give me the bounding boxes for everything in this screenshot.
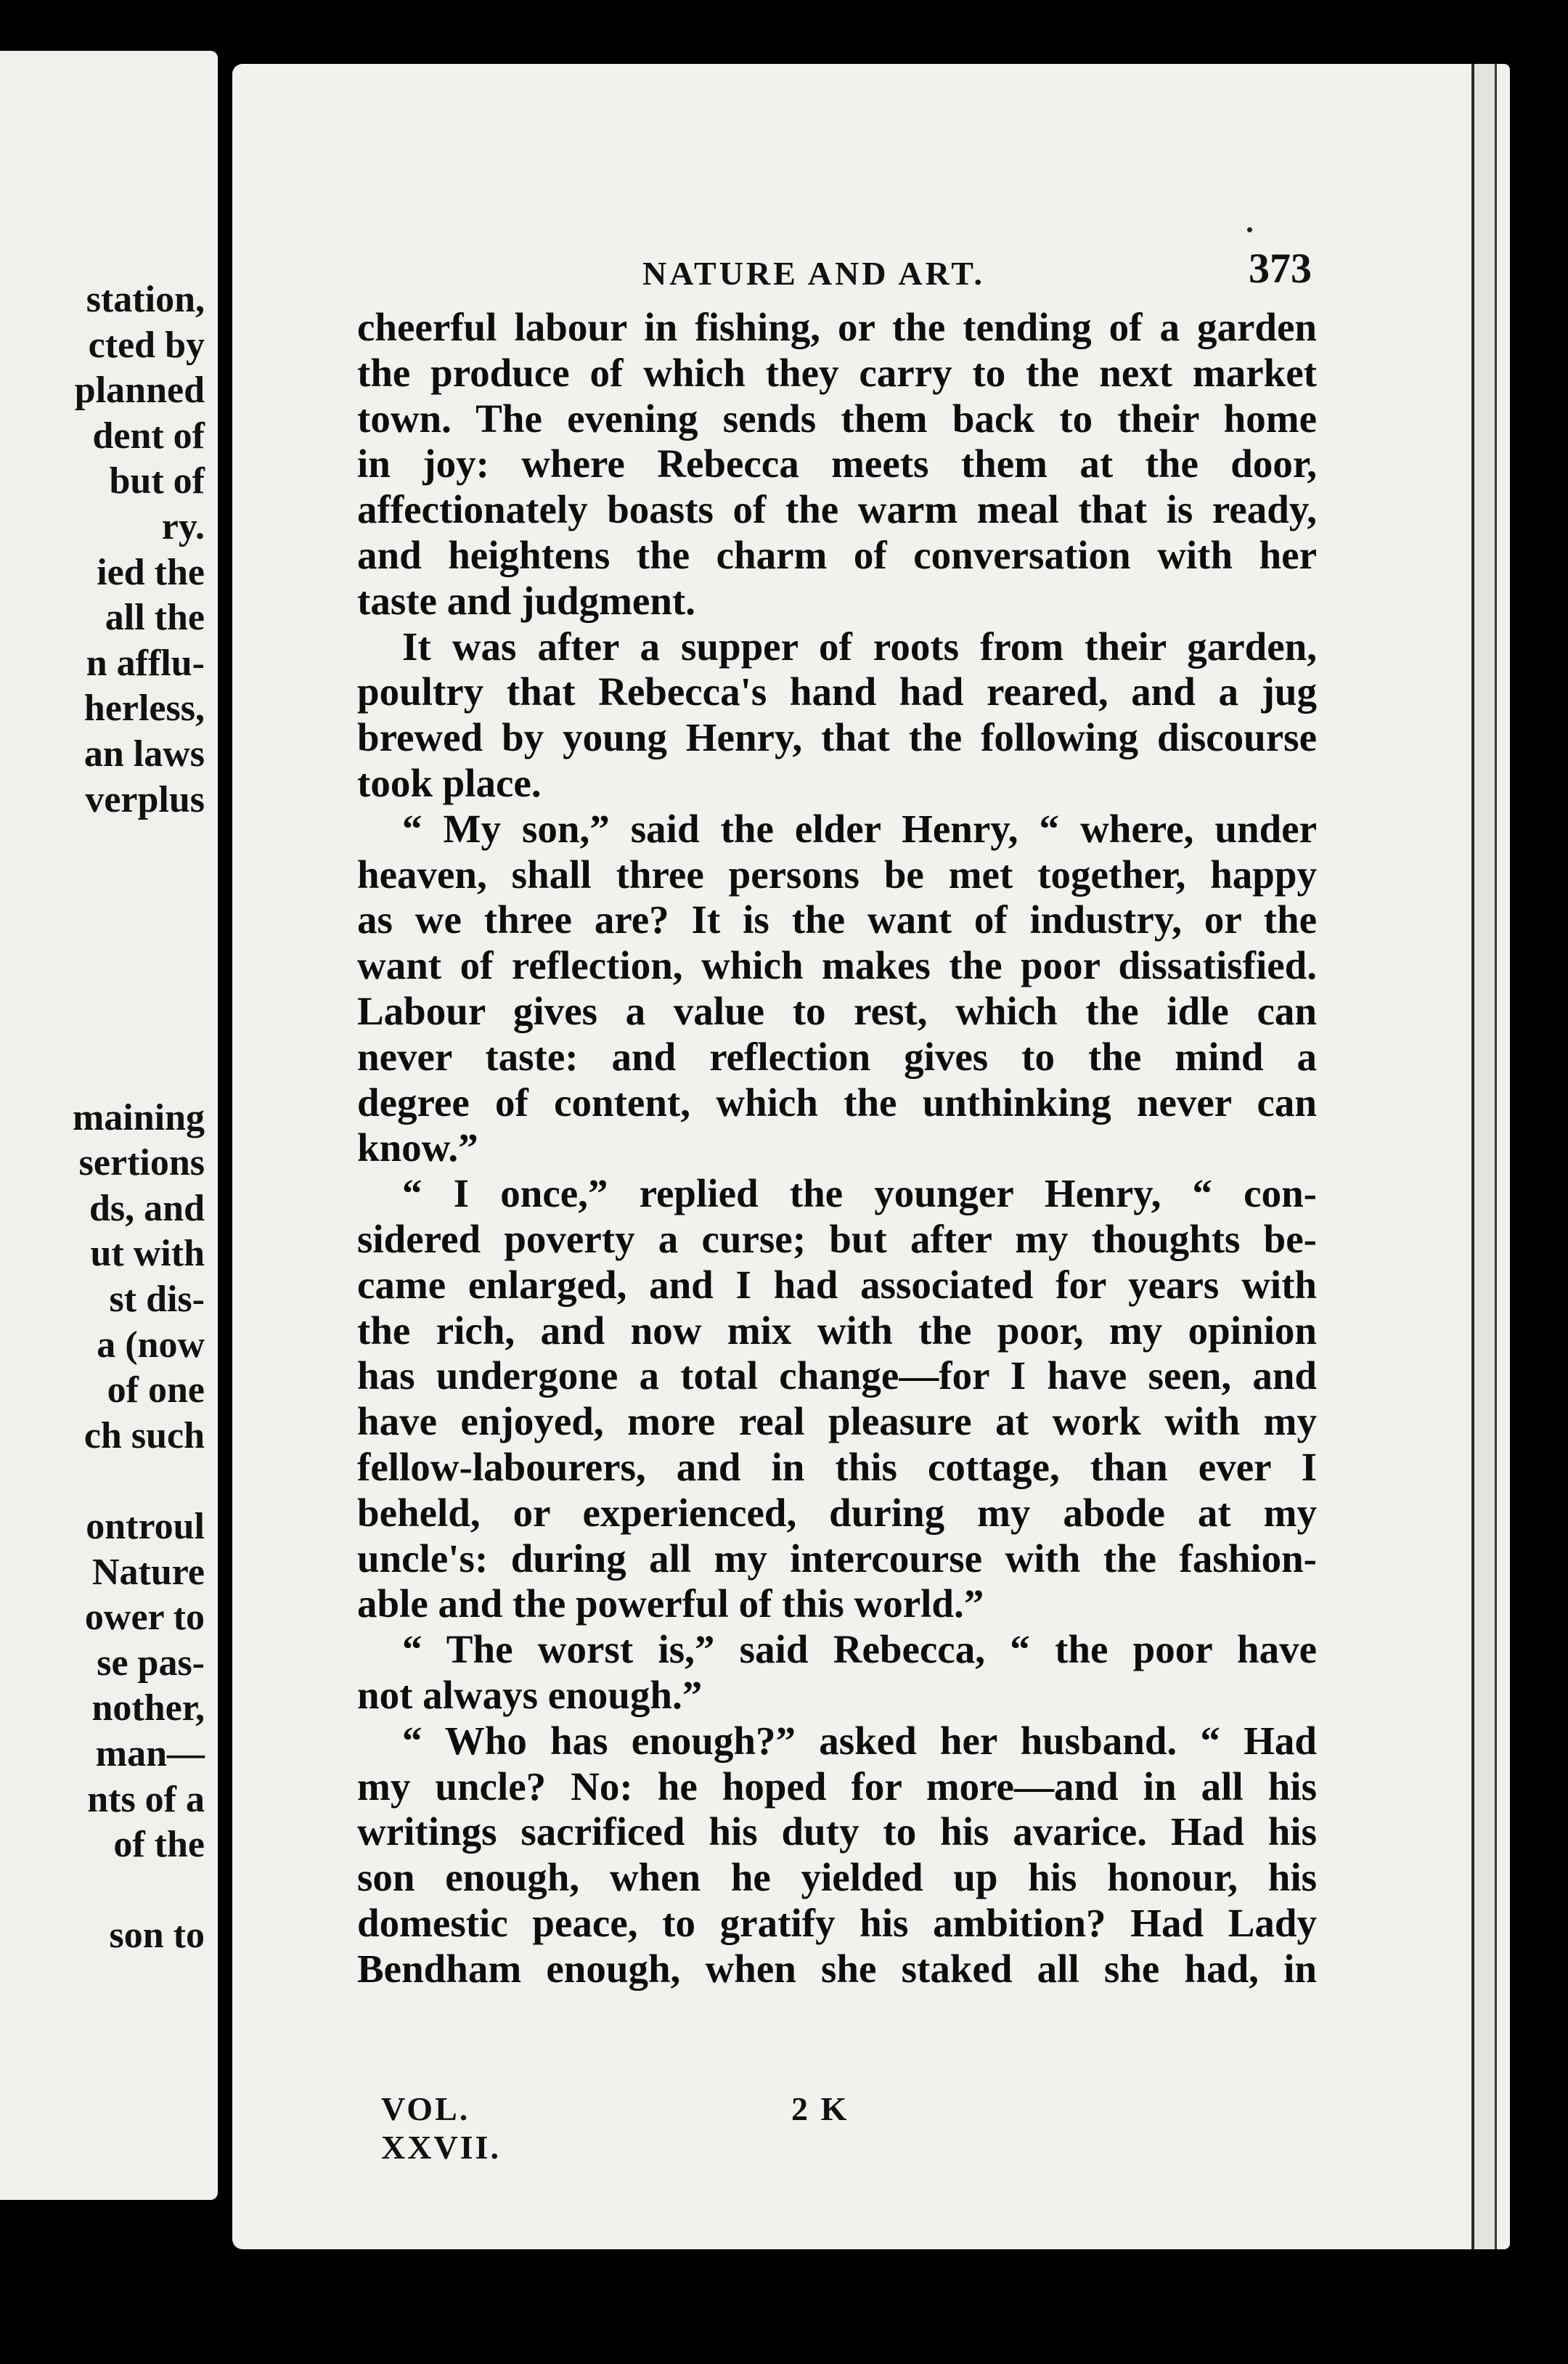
- text-line: beheld, or experienced, during my abode at my: [357, 1490, 1317, 1535]
- text-line: affectionately boasts of the warm meal that is ready,: [357, 487, 1317, 532]
- previous-page-line: Nature: [91, 1551, 205, 1593]
- previous-page-line: cted by: [88, 324, 205, 366]
- signature-mark: 2 K: [791, 2090, 849, 2127]
- volume-label: VOL. XXVII.: [381, 2090, 501, 2166]
- previous-page-line: [73, 913, 205, 959]
- text-line: as we three are? It is the want of industry, or the: [357, 897, 1317, 942]
- text-line: domestic peace, to gratify his ambition? Had Lady: [357, 1900, 1317, 1945]
- previous-page-line: a (now: [97, 1324, 205, 1366]
- previous-page-line: ontroul: [86, 1506, 205, 1548]
- text-line: Bendham enough, when she staked all she had, in: [357, 1946, 1317, 1991]
- text-line: “ I once,” replied the younger Henry, “ con-: [402, 1171, 1317, 1216]
- previous-page-line: but of: [109, 460, 205, 502]
- text-line: cheerful labour in fishing, or the tending of a garden: [357, 305, 1317, 349]
- previous-page-line: ied the: [97, 551, 205, 593]
- previous-page-line: [73, 959, 205, 1005]
- page-edge: [1471, 64, 1497, 2249]
- previous-page-line: n afflu-: [86, 642, 205, 684]
- text-line: degree of content, which the unthinking never can: [357, 1080, 1317, 1125]
- previous-page-line: dent of: [92, 415, 205, 457]
- text-line: fellow-labourers, and in this cottage, than ever I: [357, 1444, 1317, 1489]
- text-line: and heightens the charm of conversation with her: [357, 532, 1317, 577]
- previous-page: [0, 51, 218, 2200]
- running-head: NATURE AND ART.: [642, 255, 986, 292]
- text-line: brewed by young Henry, that the following discourse: [357, 715, 1317, 760]
- text-line: have enjoyed, more real pleasure at work with my: [357, 1399, 1317, 1444]
- previous-page-line: planned: [74, 370, 205, 412]
- previous-page-line: ch such: [83, 1414, 205, 1456]
- text-line: know.”: [357, 1125, 478, 1170]
- text-line: the produce of which they carry to the next market: [357, 350, 1317, 395]
- previous-page-line: [73, 868, 205, 914]
- previous-page-line: ry.: [161, 505, 205, 547]
- previous-page-line: an laws: [83, 733, 205, 775]
- previous-page-line: ds, and: [89, 1187, 205, 1229]
- previous-page-line: verplus: [85, 778, 205, 820]
- text-line: want of reflection, which makes the poor dissatisfied.: [357, 943, 1317, 988]
- text-line: took place.: [357, 760, 542, 805]
- previous-page-line: station,: [86, 279, 205, 320]
- body-text: [357, 305, 1317, 1992]
- text-line: came enlarged, and I had associated for years with: [357, 1262, 1317, 1307]
- text-line: heaven, shall three persons be met together, happy: [357, 852, 1317, 897]
- previous-page-line: [73, 1868, 205, 1914]
- page-number: 373: [1249, 245, 1312, 292]
- text-line: my uncle? No: he hoped for more—and in all his: [357, 1764, 1317, 1809]
- previous-page-line: ower to: [84, 1597, 205, 1639]
- previous-page-line: of the: [113, 1824, 205, 1866]
- text-line: Labour gives a value to rest, which the idle can: [357, 988, 1317, 1033]
- text-line: never taste: and reflection gives to the mind a: [357, 1034, 1317, 1079]
- ink-speck: [1247, 227, 1252, 232]
- text-line: poultry that Rebecca's hand had reared, and a jug: [357, 669, 1317, 714]
- text-line: “ The worst is,” said Rebecca, “ the poor have: [402, 1627, 1317, 1672]
- previous-page-line: herless,: [83, 688, 205, 730]
- text-line: son enough, when he yielded up his honour, his: [357, 1855, 1317, 1900]
- text-line: able and the powerful of this world.”: [357, 1581, 984, 1626]
- text-line: It was after a supper of roots from their garden,: [402, 624, 1317, 669]
- text-line: not always enough.”: [357, 1672, 703, 1717]
- previous-page-line: sertions: [78, 1142, 205, 1184]
- text-line: has undergone a total change—for I have seen, and: [357, 1353, 1317, 1398]
- previous-page-line: se pas-: [97, 1642, 205, 1684]
- previous-page-text: [73, 277, 205, 1959]
- previous-page-line: nother,: [91, 1687, 205, 1729]
- text-line: “ Who has enough?” asked her husband. “ Had: [402, 1718, 1317, 1763]
- text-line: “ My son,” said the elder Henry, “ where, under: [402, 806, 1317, 851]
- previous-page-line: [73, 1005, 205, 1051]
- previous-page-line: man—: [95, 1733, 205, 1774]
- text-line: the rich, and now mix with the poor, my opinion: [357, 1308, 1317, 1353]
- text-line: taste and judgment.: [357, 578, 695, 623]
- previous-page-line: st dis-: [109, 1279, 205, 1321]
- previous-page-line: maining: [72, 1096, 205, 1138]
- previous-page-line: [73, 1050, 205, 1096]
- previous-page-line: all the: [105, 597, 205, 639]
- previous-page-line: of one: [107, 1369, 205, 1411]
- text-line: town. The evening sends them back to their home: [357, 396, 1317, 441]
- previous-page-line: son to: [109, 1915, 205, 1957]
- text-line: uncle's: during all my intercourse with the fashion-: [357, 1536, 1317, 1581]
- previous-page-line: [73, 823, 205, 868]
- text-line: in joy: where Rebecca meets them at the door,: [357, 441, 1317, 486]
- previous-page-line: [73, 1459, 205, 1504]
- text-line: sidered poverty a curse; but after my thoughts be-: [357, 1216, 1317, 1261]
- previous-page-line: ut with: [90, 1233, 205, 1275]
- book-page: [232, 64, 1510, 2249]
- previous-page-line: nts of a: [87, 1778, 205, 1820]
- text-line: writings sacrificed his duty to his avarice. Had his: [357, 1809, 1317, 1854]
